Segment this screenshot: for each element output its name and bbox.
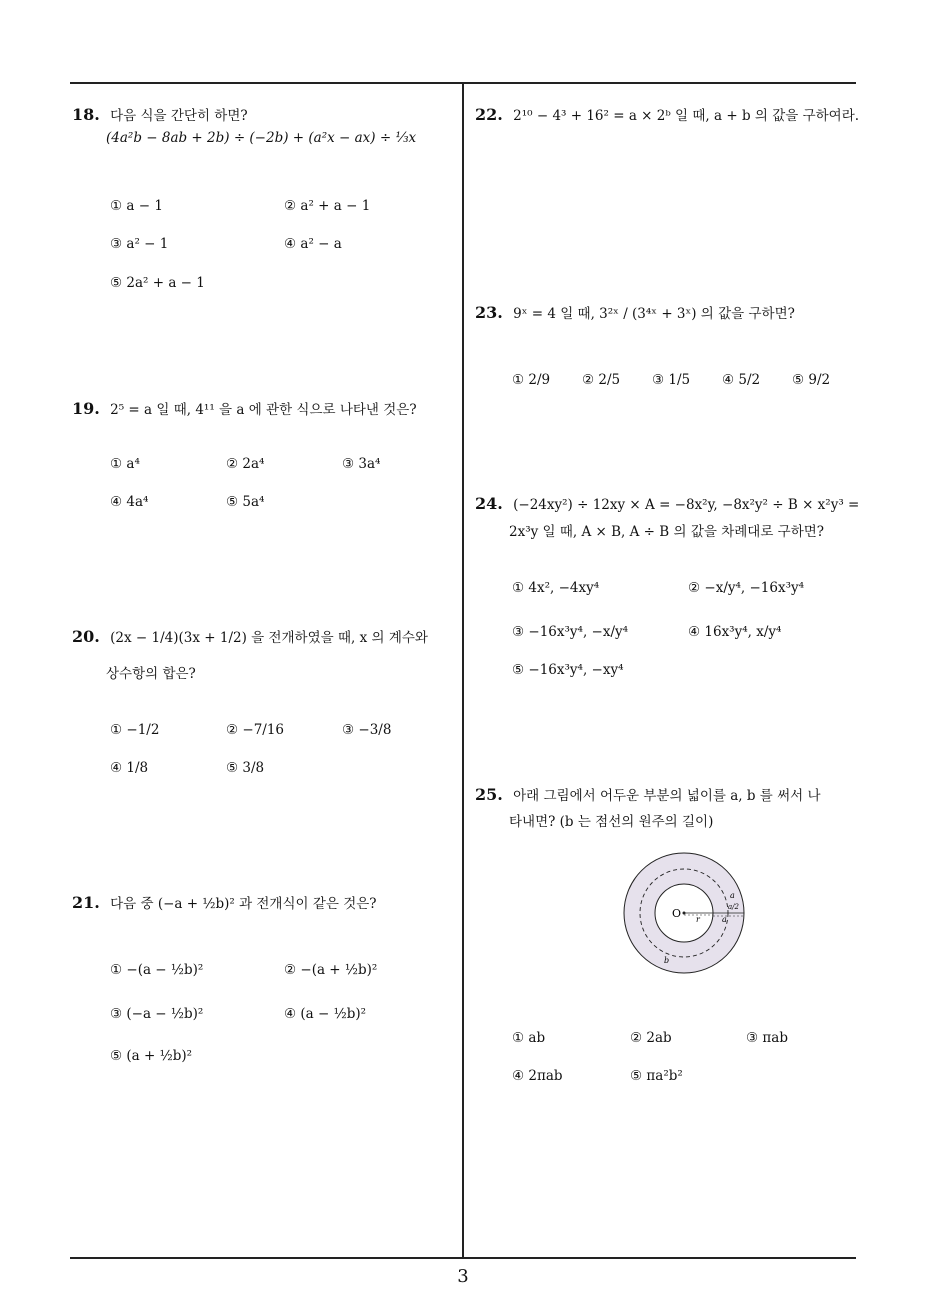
option-2[interactable]: ② −(a + ½b)² bbox=[284, 962, 378, 978]
option-3[interactable]: ③ 3a⁴ bbox=[342, 456, 381, 472]
question-prompt-line2: 타내면? (b 는 점선의 원주의 길이) bbox=[509, 814, 714, 830]
question-number: 23. bbox=[475, 303, 503, 322]
option-5[interactable]: ⑤ 3/8 bbox=[226, 760, 265, 776]
center-dot bbox=[683, 912, 686, 915]
question-prompt: 2⁵ = a 일 때, 4¹¹ 을 a 에 관한 식으로 나타낸 것은? bbox=[110, 402, 417, 418]
option-1[interactable]: ① a − 1 bbox=[110, 198, 163, 214]
option-3[interactable]: ③ (−a − ½b)² bbox=[110, 1006, 204, 1022]
option-3[interactable]: ③ 1/5 bbox=[652, 372, 691, 388]
question-prompt: 9ˣ = 4 일 때, 3²ˣ / (3⁴ˣ + 3ˣ) 의 값을 구하면? bbox=[513, 306, 795, 322]
question-number: 21. bbox=[72, 893, 100, 912]
option-3[interactable]: ③ πab bbox=[746, 1030, 788, 1046]
question-number: 20. bbox=[72, 627, 100, 646]
option-5[interactable]: ⑤ −16x³y⁴, −xy⁴ bbox=[512, 662, 624, 678]
option-4[interactable]: ④ 1/8 bbox=[110, 760, 149, 776]
r-label: r bbox=[696, 915, 700, 924]
page-number: 3 bbox=[457, 1266, 469, 1287]
question-number: 22. bbox=[475, 105, 503, 124]
option-5[interactable]: ⑤ 2a² + a − 1 bbox=[110, 275, 205, 291]
option-4[interactable]: ④ 2πab bbox=[512, 1068, 563, 1084]
option-1[interactable]: ① ab bbox=[512, 1030, 546, 1046]
option-2[interactable]: ② −x/y⁴, −16x³y⁴ bbox=[688, 580, 805, 596]
half-a-label: a/2 bbox=[728, 903, 739, 911]
question-prompt: 2¹⁰ − 4³ + 16² = a × 2ᵇ 일 때, a + b 의 값을 구하여라. bbox=[513, 108, 860, 124]
option-4[interactable]: ④ 5/2 bbox=[722, 372, 761, 388]
question-expression: (4a²b − 8ab + 2b) ÷ (−2b) + (a²x − ax) ÷ ⅓x bbox=[106, 130, 417, 146]
question-number: 19. bbox=[72, 399, 100, 418]
option-4[interactable]: ④ (a − ½b)² bbox=[284, 1006, 367, 1022]
option-3[interactable]: ③ −3/8 bbox=[342, 722, 392, 738]
option-2[interactable]: ② 2/5 bbox=[582, 372, 621, 388]
question-prompt-line2: 2x³y 일 때, A × B, A ÷ B 의 값을 차례대로 구하면? bbox=[509, 524, 825, 540]
question-prompt: 다음 식을 간단히 하면? bbox=[110, 108, 248, 124]
option-5[interactable]: ⑤ πa²b² bbox=[630, 1068, 683, 1084]
option-1[interactable]: ① −(a − ½b)² bbox=[110, 962, 204, 978]
option-3[interactable]: ③ −16x³y⁴, −x/y⁴ bbox=[512, 624, 629, 640]
question-prompt-line2: 상수항의 합은? bbox=[106, 666, 196, 682]
option-2[interactable]: ② 2ab bbox=[630, 1030, 672, 1046]
question-number: 24. bbox=[475, 494, 503, 513]
option-1[interactable]: ① −1/2 bbox=[110, 722, 160, 738]
option-4[interactable]: ④ 16x³y⁴, x/y⁴ bbox=[688, 624, 782, 640]
option-2[interactable]: ② a² + a − 1 bbox=[284, 198, 371, 214]
a-label-outer: a bbox=[730, 891, 735, 900]
annulus-figure bbox=[620, 852, 750, 978]
option-2[interactable]: ② 2a⁴ bbox=[226, 456, 265, 472]
option-4[interactable]: ④ 4a⁴ bbox=[110, 494, 149, 510]
option-5[interactable]: ⑤ 5a⁴ bbox=[226, 494, 265, 510]
option-1[interactable]: ① 2/9 bbox=[512, 372, 551, 388]
option-2[interactable]: ② −7/16 bbox=[226, 722, 285, 738]
column-divider bbox=[462, 83, 464, 1258]
question-number: 25. bbox=[475, 785, 503, 804]
option-5[interactable]: ⑤ (a + ½b)² bbox=[110, 1048, 193, 1064]
option-3[interactable]: ③ a² − 1 bbox=[110, 236, 169, 252]
question-prompt-line1: (−24xy²) ÷ 12xy × A = −8x²y, −8x²y² ÷ B × x²y³ = bbox=[513, 497, 860, 513]
b-label: b bbox=[664, 956, 670, 965]
option-4[interactable]: ④ a² − a bbox=[284, 236, 342, 252]
option-1[interactable]: ① a⁴ bbox=[110, 456, 140, 472]
a-label-inner: a bbox=[722, 915, 727, 924]
bottom-rule bbox=[70, 1257, 856, 1259]
question-prompt-line1: 아래 그림에서 어두운 부분의 넓이를 a, b 를 써서 나 bbox=[513, 788, 821, 804]
center-label: O bbox=[672, 907, 682, 920]
question-prompt: 다음 중 (−a + ½b)² 과 전개식이 같은 것은? bbox=[110, 896, 377, 912]
question-number: 18. bbox=[72, 105, 100, 124]
option-1[interactable]: ① 4x², −4xy⁴ bbox=[512, 580, 600, 596]
question-prompt-line1: (2x − 1/4)(3x + 1/2) 을 전개하였을 때, x 의 계수와 bbox=[110, 630, 428, 646]
option-5[interactable]: ⑤ 9/2 bbox=[792, 372, 831, 388]
